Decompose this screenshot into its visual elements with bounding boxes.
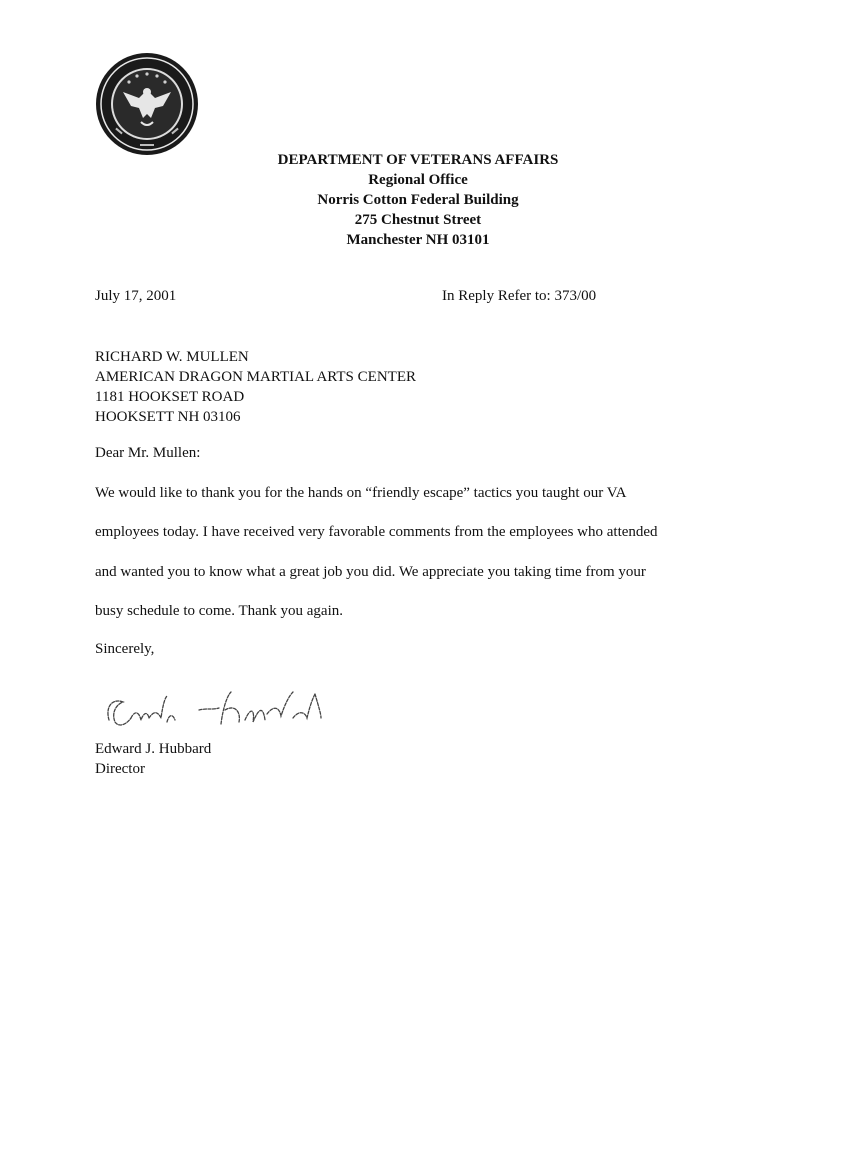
office-city: Manchester NH 03101 [346, 232, 490, 248]
va-seal-logo [95, 52, 199, 156]
recipient-city: HOOKSETT NH 03106 [95, 409, 241, 425]
recipient-street: 1181 HOOKSET ROAD [95, 389, 245, 405]
recipient-organization: AMERICAN DRAGON MARTIAL ARTS CENTER [95, 369, 416, 385]
signer-title: Director [95, 761, 145, 777]
body-line-2: employees today. I have received very favorable comments from the employees who attended [95, 524, 658, 540]
letterhead [218, 150, 618, 250]
salutation: Dear Mr. Mullen: [95, 445, 201, 461]
office-name: Regional Office [368, 172, 468, 188]
recipient-address [95, 347, 416, 427]
closing: Sincerely, [95, 641, 155, 657]
signer-name: Edward J. Hubbard [95, 741, 212, 757]
letter-date: July 17, 2001 [95, 288, 177, 304]
body-line-1: We would like to thank you for the hands on “friendly escape” tactics you taught our VA [95, 485, 627, 501]
department-name: DEPARTMENT OF VETERANS AFFAIRS [277, 152, 559, 168]
building-name: Norris Cotton Federal Building [317, 192, 519, 208]
handwritten-signature [95, 684, 335, 734]
body-line-4: busy schedule to come. Thank you again. [95, 603, 343, 619]
signer-block [95, 739, 211, 779]
office-street: 275 Chestnut Street [354, 212, 482, 228]
body-line-3: and wanted you to know what a great job you did. We appreciate you taking time from your [95, 564, 646, 580]
recipient-name: RICHARD W. MULLEN [95, 349, 249, 365]
reply-reference: In Reply Refer to: 373/00 [442, 288, 597, 304]
